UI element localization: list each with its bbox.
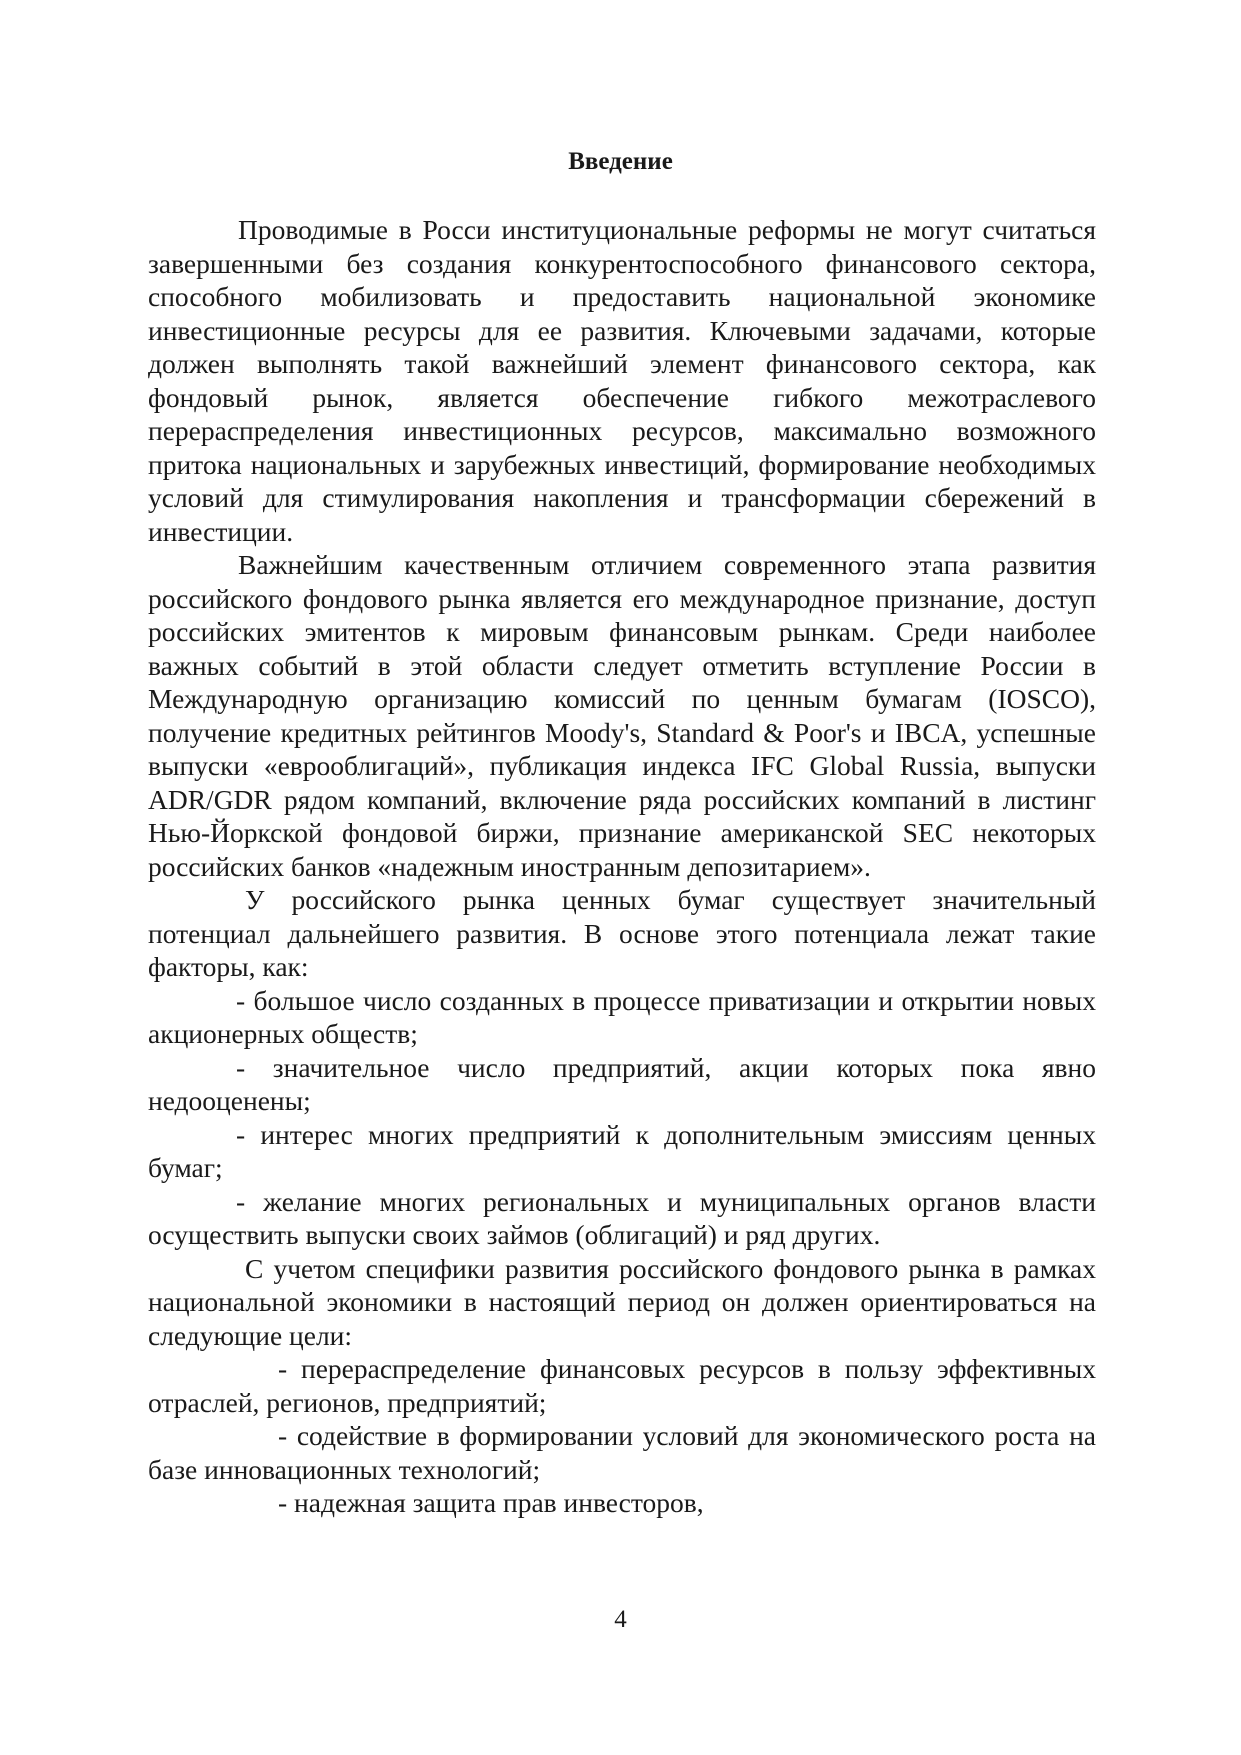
- list-item: - значительное число предприятий, акции которых пока явно недооценены;: [148, 1051, 1096, 1116]
- page-title: Введение: [568, 148, 673, 175]
- paragraph: С учетом специфики развития российского фондового рынка в рамках национальной экономики в настоящий период он должен ориентироваться на следующие цели:: [148, 1252, 1096, 1351]
- list-item: - перераспределение финансовых ресурсов в пользу эффективных отраслей, регионов, предприятий;: [148, 1353, 1096, 1418]
- list-item: - содействие в формировании условий для экономического роста на базе инновационных технологий;: [148, 1420, 1096, 1485]
- paragraph: Проводимые в Росси институциональные реформы не могут считаться завершенными без создания конкурентоспособного финансового сектора, способного мобилизовать и предоставить национальной экономике инвестиционные ресурсы для ее развития. Ключевыми задачами, которые должен выполнять такой важнейший элемент финансового сектора, как фондовый рынок, является обеспечение гибкого межотраслевого перераспределения инвестиционных ресурсов, максимально возможного притока национальных и зарубежных инвестиций, формирование необходимых условий для стимулирования накопления и трансформации сбережений в инвестиции.: [148, 214, 1096, 547]
- paragraph: У российского рынка ценных бумаг существует значительный потенциал дальнейшего развития. В основе этого потенциала лежат такие факторы, как:: [148, 884, 1096, 982]
- page-number: 4: [614, 1606, 627, 1633]
- list-item: - большое число созданных в процессе приватизации и открытии новых акционерных обществ;: [148, 984, 1096, 1049]
- list-item: - интерес многих предприятий к дополнительным эмиссиям ценных бумаг;: [148, 1118, 1096, 1183]
- document-body: [148, 213, 1096, 1520]
- paragraph: Важнейшим качественным отличием современного этапа развития российского фондового рынка является его международное признание, доступ российских эмитентов к мировым финансовым рынкам. Среди наиболее важных событий в этой области следует отметить вступление России в Международную организацию комиссий по ценным бумагам (IOSCO), получение кредитных рейтингов Moody's, Standard & Poor's и IBCA, успешные выпуски «еврооблигаций», публикация индекса IFC Global Russia, выпуски ADR/GDR рядом компаний, включение ряда российских компаний в листинг Нью-Йоркской фондовой биржи, признание американской SEC некоторых российских банков «надежным иностранным депозитарием».: [148, 549, 1096, 882]
- list-item: - надежная защита прав инвесторов,: [278, 1487, 704, 1518]
- list-item: - желание многих региональных и муниципальных органов власти осуществить выпуски своих займов (облигаций) и ряд других.: [148, 1185, 1096, 1250]
